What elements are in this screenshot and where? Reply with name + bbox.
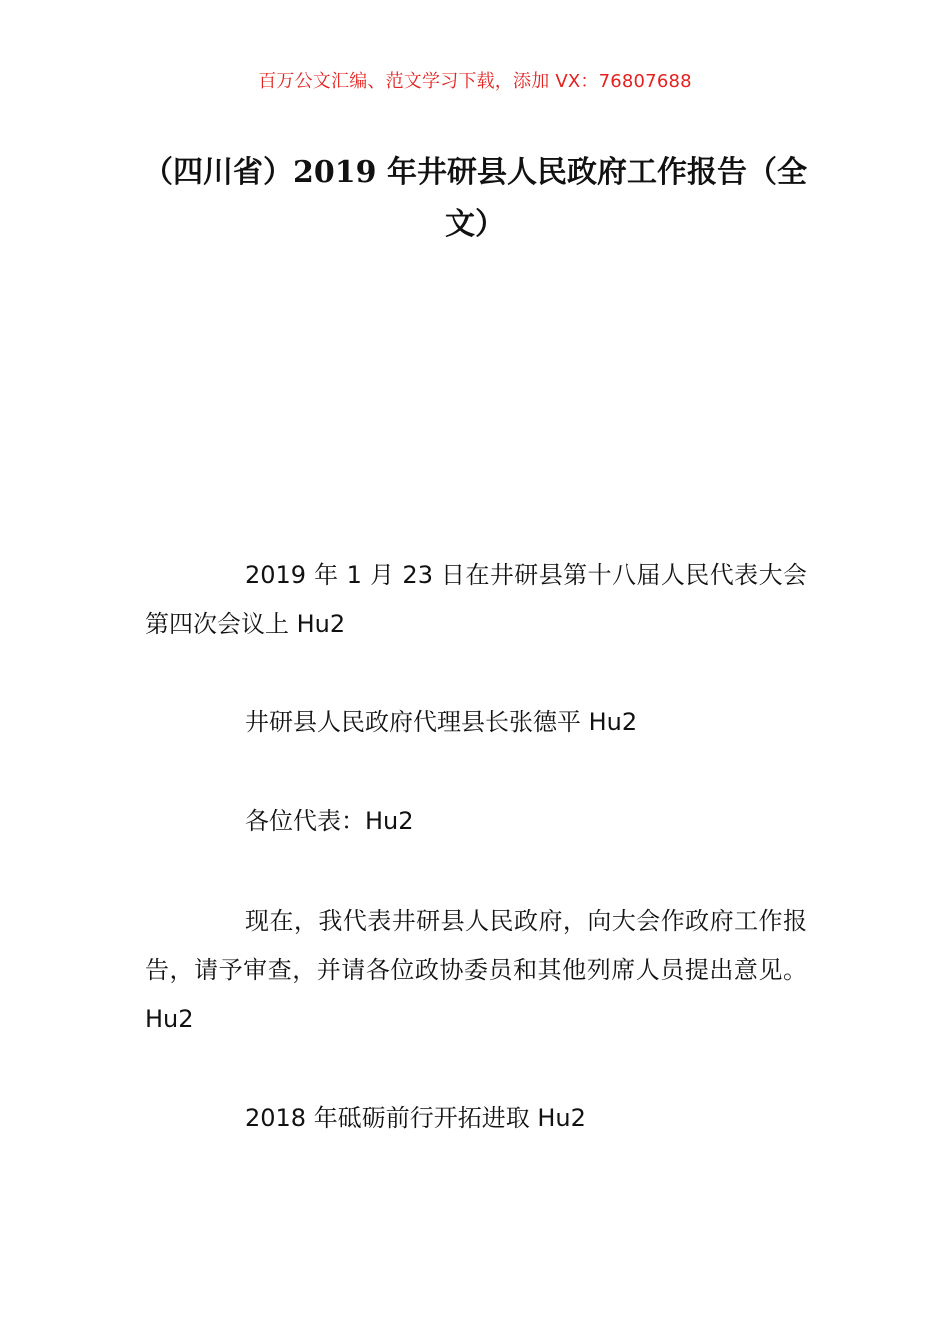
paragraph-introduction: 现在，我代表井研县人民政府，向大会作政府工作报告，请予审查，并请各位政协委员和其他列席人员提出意见。Hu2 bbox=[145, 907, 807, 1033]
paragraph-salutation: 各位代表：Hu2 bbox=[245, 807, 414, 835]
paragraph-section-heading: 2018 年砥砺前行开拓进取 Hu2 bbox=[245, 1104, 586, 1132]
paragraph-meeting-info: 2019 年 1 月 23 日在井研县第十八届人民代表大会第四次会议上 Hu2 bbox=[145, 561, 807, 638]
paragraph-speaker: 井研县人民政府代理县长张德平 Hu2 bbox=[245, 708, 638, 736]
header-watermark-note: 百万公文汇编、范文学习下载，添加 VX：76807688 bbox=[258, 71, 692, 92]
document-title: （四川省）2019 年井研县人民政府工作报告（全文） bbox=[143, 155, 807, 242]
